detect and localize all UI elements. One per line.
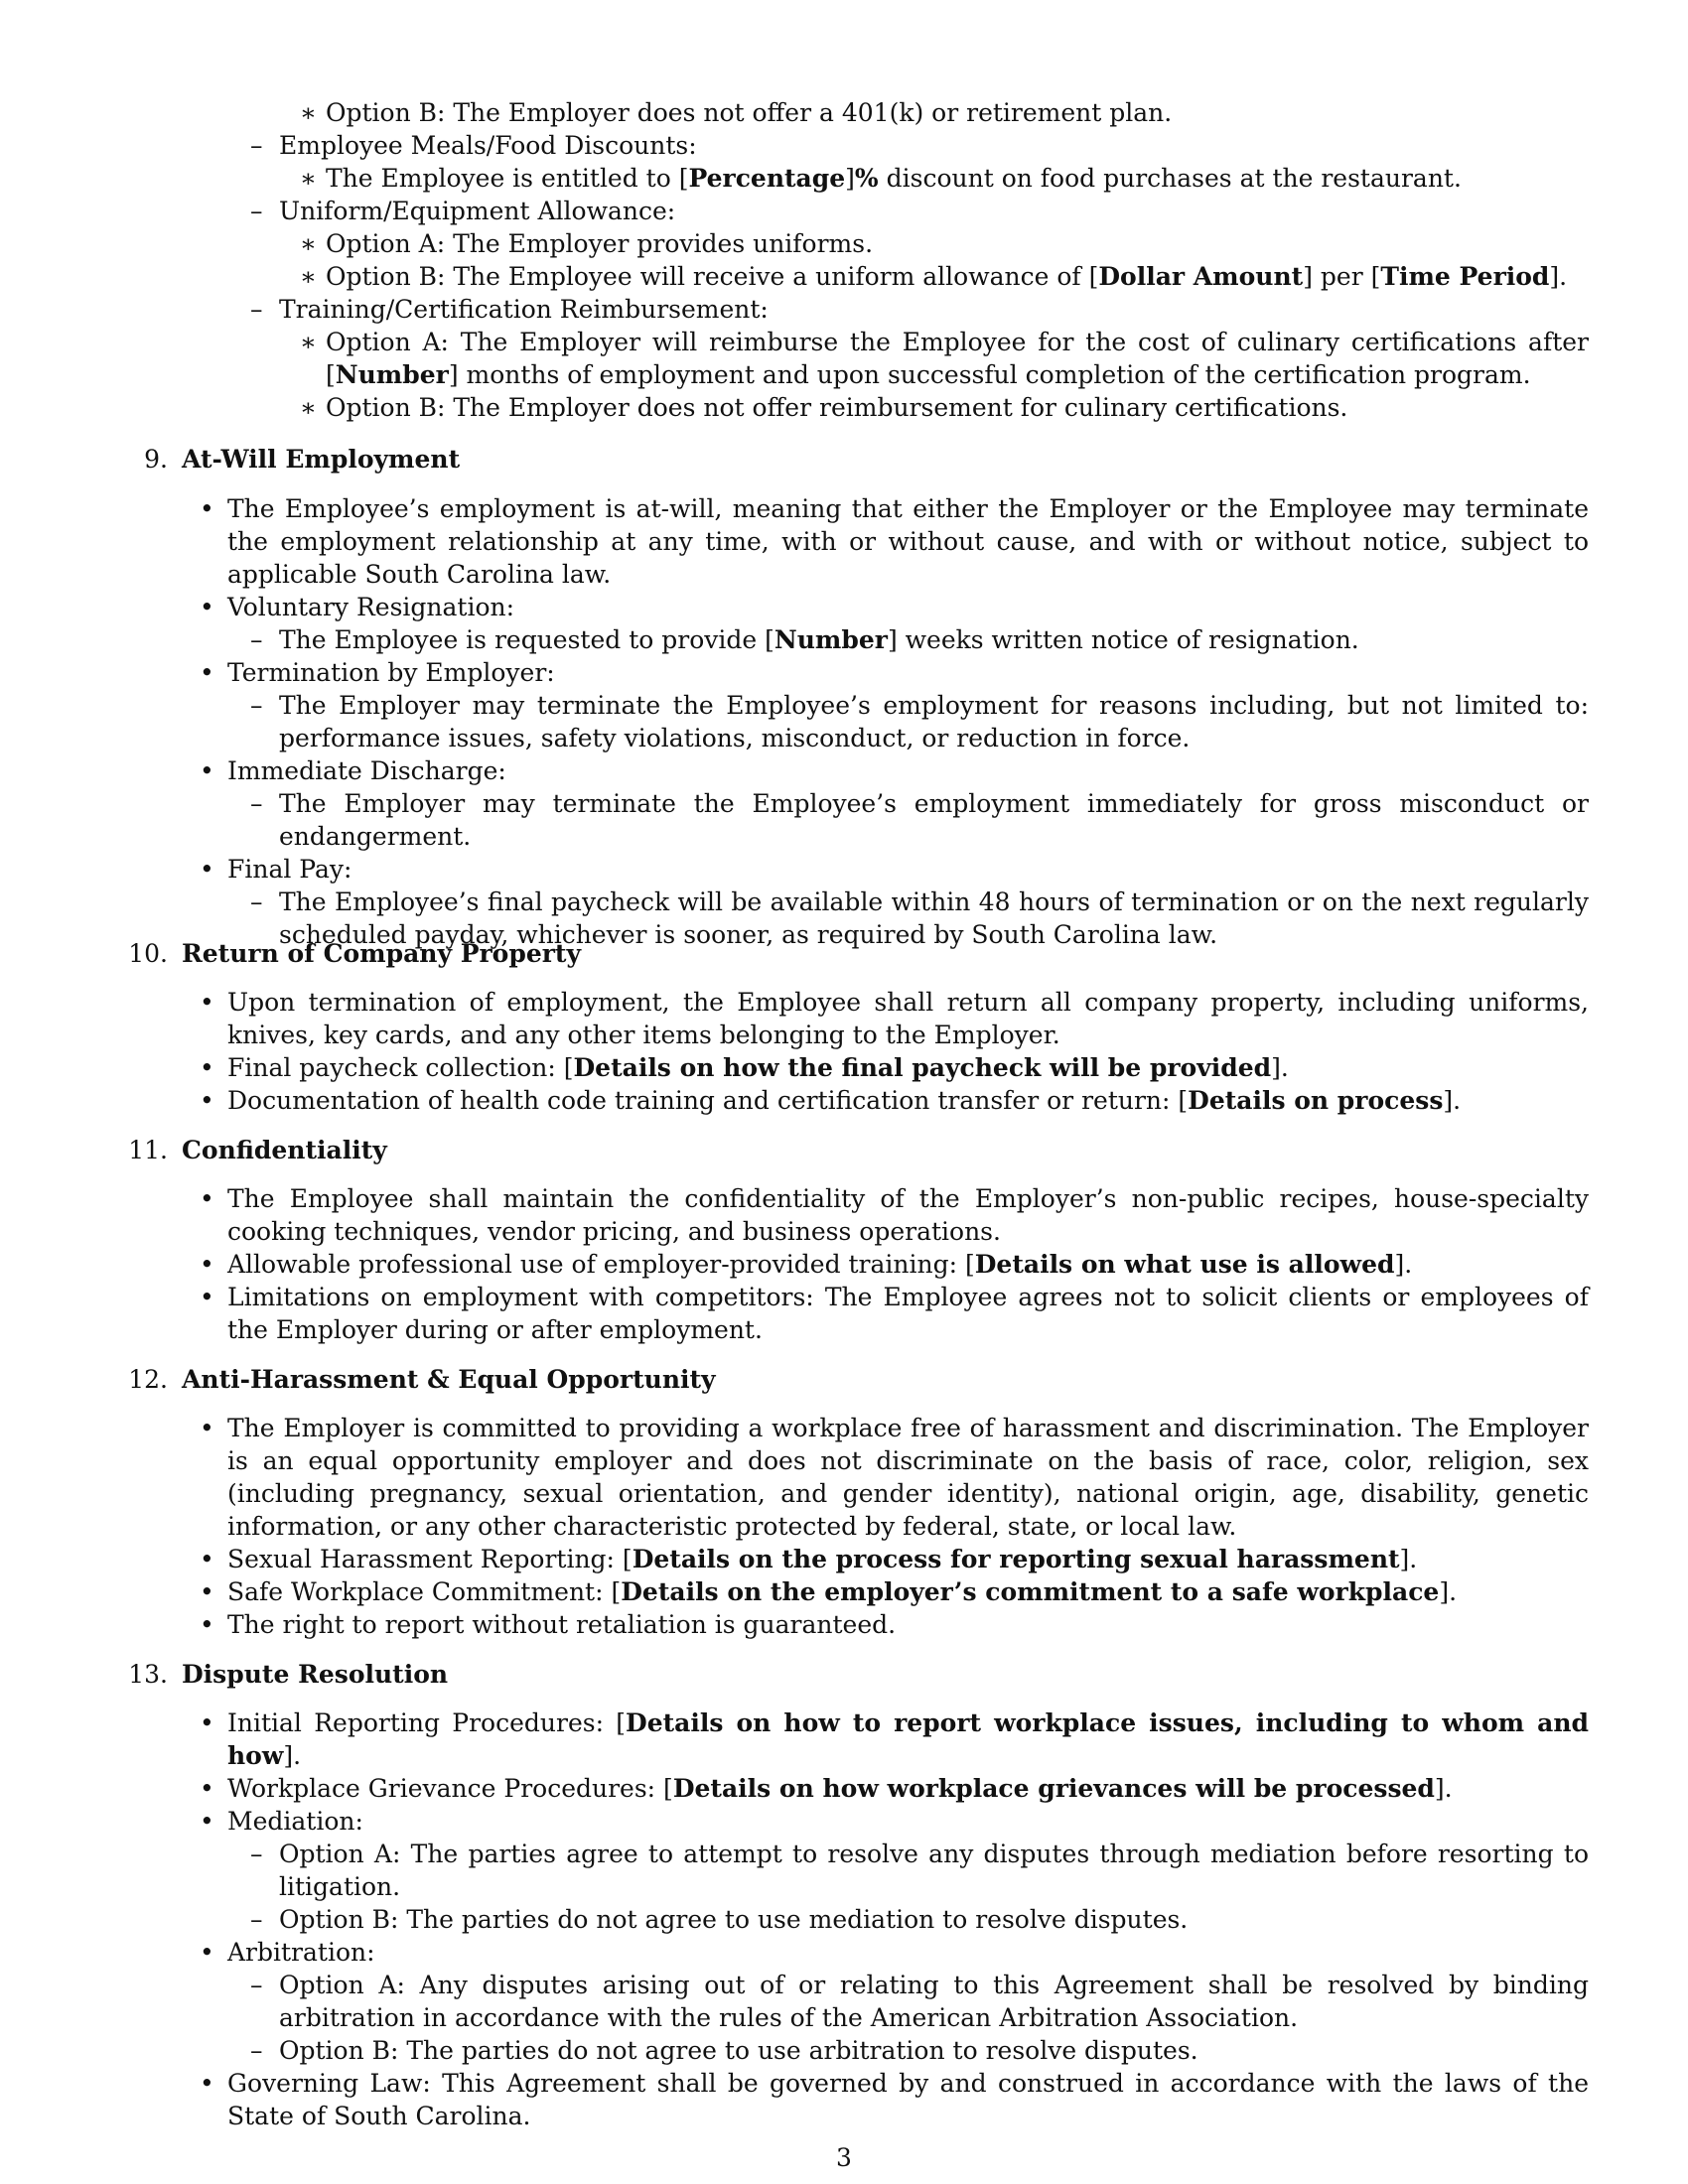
item-text: Voluntary Resignation: bbox=[227, 593, 515, 621]
item-text: The right to report without retaliation is guaranteed. bbox=[227, 1610, 897, 1639]
bullet-item bbox=[0, 656, 1688, 689]
sub-item bbox=[0, 1838, 1688, 1903]
item-text: Immediate Discharge: bbox=[227, 756, 506, 785]
item-text: Option A: The Employer will reimburse the Employee for the cost of culinary certifications after [ bbox=[326, 328, 1589, 389]
item-text: The Employer is committed to providing a workplace free of harassment and discrimination. The Employer is an equal opportunity employer and does not discriminate on the basis of race, color, religion, sex (including pregnancy, sexual orientation, and gender identity), national origin, age, disability, genetic information, or any other characteristic protected by federal, state, or local law. bbox=[227, 1414, 1589, 1541]
item-text: Upon termination of employment, the Employee shall return all company property, including uniforms, knives, key cards, and any other items belonging to the Employer. bbox=[227, 988, 1589, 1049]
item-text: Final paycheck collection: [ bbox=[227, 1053, 574, 1082]
section-11-body bbox=[0, 1182, 1688, 1346]
section-title: Dispute Resolution bbox=[182, 1660, 449, 1689]
sub-sub-item bbox=[0, 326, 1688, 391]
section-heading-9 bbox=[99, 443, 1589, 476]
section-heading-12 bbox=[99, 1363, 1589, 1396]
placeholder-text: Details on the employer’s commitment to a safe workplace bbox=[621, 1577, 1440, 1606]
placeholder-text: Details on how the final paycheck will be provided bbox=[573, 1053, 1272, 1082]
item-text: Documentation of health code training and certification transfer or return: [ bbox=[227, 1086, 1189, 1115]
item-text: Mediation: bbox=[227, 1807, 363, 1836]
item-text: Safe Workplace Commitment: [ bbox=[227, 1577, 622, 1606]
placeholder-text: Details on process bbox=[1188, 1086, 1444, 1115]
section-title: Anti-Harassment & Equal Opportunity bbox=[182, 1365, 716, 1394]
page-number: 3 bbox=[836, 2143, 852, 2172]
item-text: The Employee shall maintain the confidentiality of the Employer’s non-public recipes, house-specialty cooking techniques, vendor pricing, and business operations. bbox=[227, 1184, 1589, 1246]
section-number: 11. bbox=[128, 1136, 168, 1164]
section-heading-11 bbox=[99, 1134, 1589, 1166]
section-10-body bbox=[0, 986, 1688, 1117]
bullet-item bbox=[0, 1805, 1688, 1838]
sub-item bbox=[0, 787, 1688, 853]
sub-sub-item bbox=[0, 162, 1688, 195]
item-text: Training/Certification Reimbursement: bbox=[279, 295, 769, 324]
item-text: Option B: The parties do not agree to use arbitration to resolve disputes. bbox=[279, 2036, 1198, 2065]
bullet-item bbox=[0, 1543, 1688, 1575]
bullet-item bbox=[0, 1706, 1688, 1772]
section-13-list bbox=[0, 1706, 1688, 2132]
item-text: The Employee’s final paycheck will be available within 48 hours of termination or on the next regularly scheduled payday, whichever is sooner, as required by South Carolina law. bbox=[279, 887, 1589, 949]
item-text: Employee Meals/Food Discounts: bbox=[279, 131, 697, 160]
item-text: Option A: Any disputes arising out of or relating to this Agreement shall be resolved by binding arbitration in accordance with the rules of the American Arbitration Association. bbox=[279, 1971, 1589, 2032]
bullet-item bbox=[0, 2067, 1688, 2132]
bullet-item bbox=[0, 1281, 1688, 1346]
item-text: Option B: The Employer does not offer reimbursement for culinary certifications. bbox=[326, 393, 1348, 422]
bullet-item bbox=[0, 1608, 1688, 1641]
placeholder-text: Details on how to report workplace issues, including to whom and how bbox=[227, 1708, 1589, 1770]
item-text: Option B: The parties do not agree to use mediation to resolve disputes. bbox=[279, 1905, 1189, 1934]
bullet-item bbox=[0, 591, 1688, 623]
placeholder-text: % bbox=[854, 164, 879, 193]
bullet-item bbox=[0, 853, 1688, 886]
section-12-list bbox=[0, 1412, 1688, 1641]
item-text: Final Pay: bbox=[227, 855, 352, 884]
item-text: ]. bbox=[1394, 1250, 1413, 1279]
sub-item bbox=[0, 129, 1688, 162]
section-title: At-Will Employment bbox=[182, 445, 461, 474]
item-text: ]. bbox=[1439, 1577, 1458, 1606]
item-text: Termination by Employer: bbox=[227, 658, 555, 687]
section-title: Return of Company Property bbox=[182, 939, 581, 968]
bullet-item bbox=[0, 1084, 1688, 1117]
section-13-body bbox=[0, 1706, 1688, 2132]
placeholder-text: Number bbox=[335, 360, 449, 389]
item-text: Workplace Grievance Procedures: [ bbox=[227, 1774, 673, 1803]
section-9-body bbox=[0, 492, 1688, 951]
sub-sub-item bbox=[0, 227, 1688, 260]
item-text: ] months of employment and upon successful completion of the certification program. bbox=[448, 360, 1531, 389]
placeholder-text: Details on how workplace grievances will be processed bbox=[672, 1774, 1435, 1803]
item-text: Allowable professional use of employer-provided training: [ bbox=[227, 1250, 975, 1279]
item-text: ]. bbox=[1443, 1086, 1462, 1115]
section-9-list bbox=[0, 492, 1688, 951]
sub-item bbox=[0, 195, 1688, 227]
item-text: The Employee is entitled to [ bbox=[326, 164, 689, 193]
bullet-item bbox=[0, 1182, 1688, 1248]
item-text: discount on food purchases at the restaurant. bbox=[878, 164, 1462, 193]
item-text: ] per [ bbox=[1303, 262, 1381, 291]
item-text: ]. bbox=[1271, 1053, 1289, 1082]
placeholder-text: Details on what use is allowed bbox=[974, 1250, 1395, 1279]
bullet-item bbox=[0, 1575, 1688, 1608]
section-heading-10 bbox=[99, 937, 1589, 970]
sub-item bbox=[0, 623, 1688, 656]
bullet-item bbox=[0, 986, 1688, 1051]
item-text: Option B: The Employee will receive a uniform allowance of [ bbox=[326, 262, 1099, 291]
sub-item bbox=[0, 689, 1688, 754]
bullet-item bbox=[0, 492, 1688, 591]
item-text: Arbitration: bbox=[227, 1938, 375, 1967]
item-text: ]. bbox=[1549, 262, 1568, 291]
item-text: Governing Law: This Agreement shall be governed by and construed in accordance with the laws of the State of South Carolina. bbox=[227, 2069, 1589, 2130]
section-title: Confidentiality bbox=[182, 1136, 387, 1164]
placeholder-text: Time Period bbox=[1380, 262, 1550, 291]
sub-item bbox=[0, 1903, 1688, 1936]
section-number: 13. bbox=[128, 1660, 168, 1689]
item-text: Option A: The parties agree to attempt to resolve any disputes through mediation before resorting to litigation. bbox=[279, 1840, 1589, 1901]
item-text: Sexual Harassment Reporting: [ bbox=[227, 1545, 633, 1573]
item-text: ] weeks written notice of resignation. bbox=[887, 625, 1359, 654]
bullet-item bbox=[0, 1936, 1688, 1969]
section-number: 9. bbox=[144, 445, 168, 474]
benefits-list bbox=[0, 96, 1688, 424]
item-text: The Employee’s employment is at-will, meaning that either the Employer or the Employee may terminate the employment relationship at any time, with or without cause, and with or without notice, subject to applicable South Carolina law. bbox=[227, 494, 1589, 589]
section-number: 12. bbox=[128, 1365, 168, 1394]
item-text: ]. bbox=[1399, 1545, 1418, 1573]
placeholder-text: Details on the process for reporting sexual harassment bbox=[632, 1545, 1400, 1573]
item-text: Option B: The Employer does not offer a 401(k) or retirement plan. bbox=[326, 98, 1173, 127]
bullet-item bbox=[0, 1051, 1688, 1084]
sub-sub-item bbox=[0, 260, 1688, 293]
section-12-body bbox=[0, 1412, 1688, 1641]
item-text: ]. bbox=[283, 1741, 302, 1770]
bullet-item bbox=[0, 1412, 1688, 1543]
item-text: Option A: The Employer provides uniforms. bbox=[326, 229, 874, 258]
section-11-list bbox=[0, 1182, 1688, 1346]
item-text: The Employer may terminate the Employee’s employment immediately for gross misconduct or endangerment. bbox=[279, 789, 1589, 851]
item-text: Initial Reporting Procedures: [ bbox=[227, 1708, 627, 1737]
item-text: ]. bbox=[1434, 1774, 1453, 1803]
item-text: ] bbox=[845, 164, 855, 193]
bullet-item bbox=[0, 1248, 1688, 1281]
placeholder-text: Percentage bbox=[688, 164, 846, 193]
sub-item bbox=[0, 1969, 1688, 2034]
bullet-item bbox=[0, 1772, 1688, 1805]
bullet-item bbox=[0, 754, 1688, 787]
item-text: The Employer may terminate the Employee’s employment for reasons including, but not limited to: performance issues, safety violations, misconduct, or reduction in force. bbox=[279, 691, 1589, 752]
sub-item bbox=[0, 293, 1688, 326]
section-10-list bbox=[0, 986, 1688, 1117]
sub-sub-item bbox=[0, 391, 1688, 424]
placeholder-text: Dollar Amount bbox=[1098, 262, 1304, 291]
section-number: 10. bbox=[128, 939, 168, 968]
item-text: The Employee is requested to provide [ bbox=[279, 625, 774, 654]
sub-sub-item bbox=[0, 96, 1688, 129]
section-heading-13 bbox=[99, 1658, 1589, 1691]
item-text: Limitations on employment with competitors: The Employee agrees not to solicit clients or employees of the Employer during or after employment. bbox=[227, 1283, 1589, 1344]
placeholder-text: Number bbox=[774, 625, 888, 654]
item-text: Uniform/Equipment Allowance: bbox=[279, 197, 676, 225]
sub-item bbox=[0, 2034, 1688, 2067]
benefits-continuation bbox=[0, 96, 1688, 424]
